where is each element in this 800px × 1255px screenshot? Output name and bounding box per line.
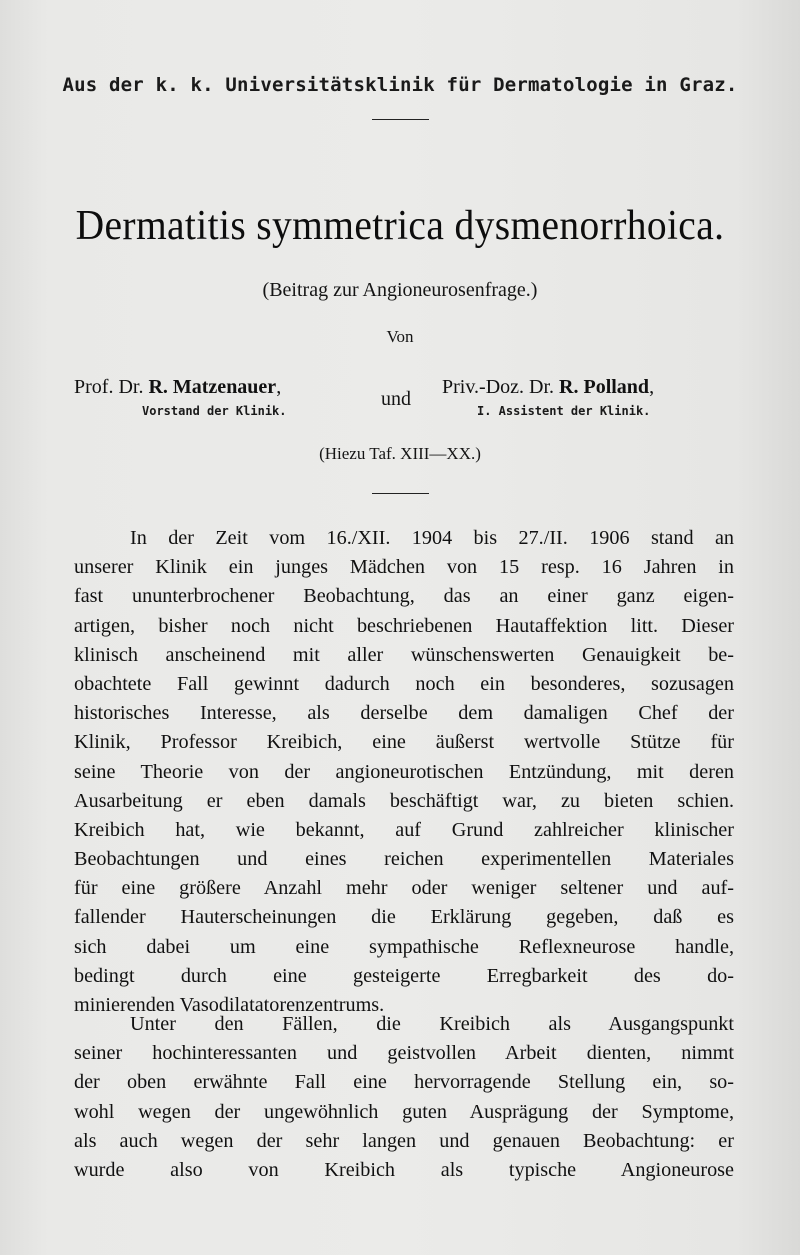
article-subtitle: (Beitrag zur Angioneurosenfrage.) [262,279,538,301]
text-line: Ausarbeitung er eben damals beschäftigt war, zu bieten schien. [74,789,734,812]
text-line: Beobachtungen und eines reichen experimentellen Materiales [74,848,734,871]
separator-rule-bottom [372,493,429,494]
author-1-prefix: Prof. Dr. [74,376,149,398]
text-line: für eine größere Anzahl mehr oder weniger seltener und auf- [74,877,734,900]
text-line: Klinik, Professor Kreibich, eine äußerst wertvolle Stütze für [74,731,734,754]
author-2-name: R. Polland [559,376,650,398]
text-line: wohl wegen der ungewöhnlich guten Ausprägung der Symptome, [74,1100,734,1123]
text-line: In der Zeit vom 16./XII. 1904 bis 27./II. 1906 stand an [130,527,734,549]
institute-heading: Aus der k. k. Universitätsklinik für Dermatologie in Graz. [62,74,738,96]
text-line: fast ununterbrochener Beobachtung, das an einer ganz eigen- [74,585,734,608]
paragraph-1 [74,524,734,1020]
text-line: seiner hochinteressanten und geistvollen Arbeit dienten, nimmt [74,1042,734,1065]
text-line: unserer Klinik ein junges Mädchen von 15 resp. 16 Jahren in [74,556,734,579]
text-line: sich dabei um eine sympathische Reflexneurose handle, [74,935,734,958]
text-line: seine Theorie von der angioneurotischen Entzündung, mit deren [74,760,734,783]
text-line: artigen, bisher noch nicht beschriebenen Hautaffektion litt. Dieser [74,614,734,637]
author-2 [442,376,654,399]
text-line: klinisch anscheinend mit aller wünschenswerten Genauigkeit be- [74,643,734,666]
text-line: minierenden Vasodilatatorenzentrums. [74,994,385,1016]
article-title: Dermatitis symmetrica dysmenorrhoica. [75,203,725,249]
text-line: Kreibich hat, wie bekannt, auf Grund zahlreicher klinischer [74,818,734,841]
text-line: bedingt durch eine gesteigerte Erregbarkeit des do- [74,964,734,987]
text-line: fallender Hauterscheinungen die Erklärung gegeben, daß es [74,906,734,929]
text-line: obachtete Fall gewinnt dadurch noch ein besonderes, sozusagen [74,672,734,695]
text-line: als auch wegen der sehr langen und genauen Beobachtung: er [74,1129,734,1152]
text-line: Unter den Fällen, die Kreibich als Ausgangspunkt [130,1013,734,1035]
author-1-role: Vorstand der Klinik. [142,404,287,418]
text-line: historisches Interesse, als derselbe dem damaligen Chef der [74,702,734,725]
plates-reference: (Hiezu Taf. XIII—XX.) [319,444,481,463]
byline-von: Von [386,327,414,346]
paragraph-2 [74,1010,734,1185]
author-2-suffix: , [649,376,655,398]
text-line: der oben erwähnte Fall eine hervorragende Stellung ein, so- [74,1071,734,1094]
author-1-suffix: , [276,376,282,398]
author-conjunction: und [381,388,411,410]
text-line: wurde also von Kreibich als typische Angioneurose [74,1158,734,1181]
separator-rule-top [372,119,429,120]
author-2-role: I. Assistent der Klinik. [477,404,651,418]
author-2-prefix: Priv.-Doz. Dr. [442,376,560,398]
author-1-name: R. Matzenauer [148,376,277,398]
author-1 [74,376,281,399]
